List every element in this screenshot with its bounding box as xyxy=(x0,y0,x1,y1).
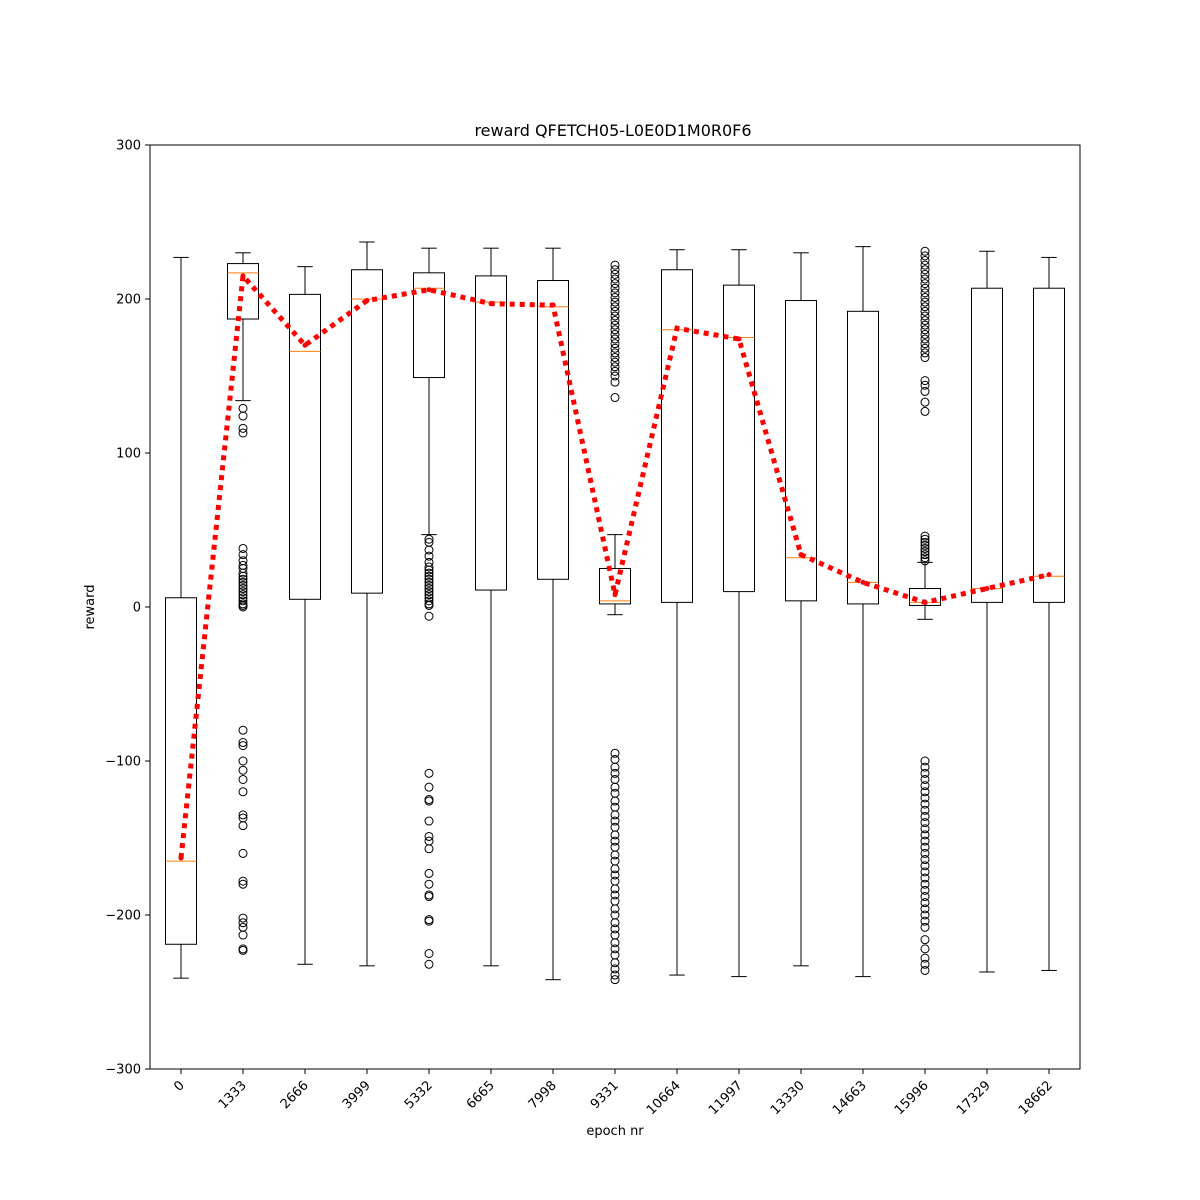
x-axis xyxy=(171,1069,1055,1118)
flier-point xyxy=(425,558,433,566)
flier-point xyxy=(239,424,247,432)
flier-point xyxy=(921,936,929,944)
flier-point xyxy=(425,817,433,825)
flier-point xyxy=(611,321,619,329)
box-5332 xyxy=(414,248,445,968)
flier-point xyxy=(611,298,619,306)
chart-title: reward QFETCH05-L0E0D1M0R0F6 xyxy=(474,121,752,140)
mean-point xyxy=(303,343,308,348)
mean-point xyxy=(923,600,928,605)
flier-point xyxy=(611,857,619,865)
flier-point xyxy=(611,394,619,402)
flier-point xyxy=(921,275,929,283)
flier-point xyxy=(611,293,619,301)
flier-point xyxy=(425,832,433,840)
flier-point xyxy=(921,330,929,338)
mean-point xyxy=(365,298,370,303)
flier-point xyxy=(921,344,929,352)
mean-point xyxy=(613,592,618,597)
box-15996 xyxy=(910,247,941,974)
x-tick-label: 17329 xyxy=(953,1078,994,1119)
x-tick-label: 7998 xyxy=(525,1078,560,1113)
flier-point xyxy=(239,766,247,774)
flier-point xyxy=(611,270,619,278)
flier-point xyxy=(611,976,619,984)
flier-point xyxy=(425,837,433,845)
mean-point xyxy=(241,273,246,278)
flier-point xyxy=(425,869,433,877)
mean-point xyxy=(551,303,556,308)
box-2666 xyxy=(290,267,321,965)
flier-point xyxy=(611,367,619,375)
flier-point xyxy=(239,404,247,412)
mean-point xyxy=(861,580,866,585)
box-6665 xyxy=(476,248,507,966)
box-13330 xyxy=(786,253,817,966)
flier-point xyxy=(239,822,247,830)
flier-point xyxy=(921,966,929,974)
x-tick-label: 13330 xyxy=(767,1078,808,1119)
flier-point xyxy=(921,247,929,255)
x-tick-label: 0 xyxy=(171,1078,188,1095)
flier-point xyxy=(611,951,619,959)
flier-point xyxy=(921,321,929,329)
flier-point xyxy=(921,293,929,301)
mean-point xyxy=(675,326,680,331)
flier-point xyxy=(611,911,619,919)
box-10664 xyxy=(662,250,693,975)
flier-point xyxy=(611,303,619,311)
box-iqr xyxy=(972,288,1003,602)
flier-point xyxy=(611,312,619,320)
y-tick-label: 300 xyxy=(116,138,141,154)
mean-point xyxy=(1047,572,1052,577)
x-tick-label: 9331 xyxy=(587,1078,622,1113)
flier-point xyxy=(425,845,433,853)
flier-point xyxy=(921,270,929,278)
mean-point xyxy=(489,301,494,306)
flier-point xyxy=(239,923,247,931)
flier-point xyxy=(611,284,619,292)
x-tick-label: 10664 xyxy=(643,1078,684,1119)
flier-point xyxy=(921,377,929,385)
x-tick-label: 1333 xyxy=(215,1078,250,1113)
flier-point xyxy=(611,931,619,939)
flier-point xyxy=(425,783,433,791)
flier-point xyxy=(921,354,929,362)
flier-point xyxy=(921,252,929,260)
box-iqr xyxy=(538,281,569,580)
x-tick-label: 14663 xyxy=(829,1078,870,1119)
box-iqr xyxy=(724,285,755,591)
flier-point xyxy=(921,312,929,320)
flier-point xyxy=(611,354,619,362)
flier-point xyxy=(921,284,929,292)
flier-point xyxy=(611,340,619,348)
x-tick-label: 5332 xyxy=(401,1078,436,1113)
box-iqr xyxy=(1034,288,1065,602)
flier-point xyxy=(611,261,619,269)
flier-point xyxy=(611,775,619,783)
mean-point xyxy=(179,856,184,861)
box-14663 xyxy=(848,247,879,977)
flier-point xyxy=(239,914,247,922)
x-tick-label: 15996 xyxy=(891,1078,932,1119)
flier-point xyxy=(611,280,619,288)
flier-point xyxy=(239,919,247,927)
box-iqr xyxy=(352,270,383,593)
flier-point xyxy=(239,557,247,565)
y-tick-label: 100 xyxy=(116,446,141,462)
flier-point xyxy=(921,398,929,406)
flier-point xyxy=(239,788,247,796)
flier-point xyxy=(611,803,619,811)
flier-point xyxy=(921,261,929,269)
mean-point xyxy=(799,552,804,557)
x-tick-label: 11997 xyxy=(705,1078,746,1119)
flier-point xyxy=(921,303,929,311)
flier-point xyxy=(611,971,619,979)
flier-point xyxy=(239,757,247,765)
box-3999 xyxy=(352,242,383,966)
flier-point xyxy=(611,335,619,343)
x-tick-label: 6665 xyxy=(463,1078,498,1113)
flier-point xyxy=(611,266,619,274)
x-tick-label: 2666 xyxy=(277,1078,312,1113)
y-tick-label: −100 xyxy=(105,754,141,770)
y-axis xyxy=(105,139,150,1078)
flier-point xyxy=(611,877,619,885)
flier-point xyxy=(611,843,619,851)
flier-point xyxy=(425,880,433,888)
box-9331 xyxy=(600,261,631,984)
flier-point xyxy=(611,330,619,338)
y-axis-label: reward xyxy=(83,584,98,630)
box-iqr xyxy=(848,311,879,604)
flier-point xyxy=(921,317,929,325)
x-axis-label: epoch nr xyxy=(586,1124,644,1139)
box-iqr xyxy=(662,270,693,603)
mean-point xyxy=(427,287,432,292)
box-11997 xyxy=(724,250,755,977)
flier-point xyxy=(611,378,619,386)
flier-point xyxy=(239,726,247,734)
flier-point xyxy=(611,358,619,366)
flier-point xyxy=(425,950,433,958)
flier-point xyxy=(921,257,929,265)
box-iqr xyxy=(166,598,197,945)
flier-point xyxy=(921,298,929,306)
flier-point xyxy=(425,960,433,968)
flier-point xyxy=(611,344,619,352)
mean-point xyxy=(737,337,742,342)
box-iqr xyxy=(476,276,507,590)
flier-point xyxy=(239,412,247,420)
flier-point xyxy=(611,317,619,325)
flier-point xyxy=(921,280,929,288)
flier-point xyxy=(239,775,247,783)
y-tick-label: 200 xyxy=(116,292,141,308)
flier-point xyxy=(239,849,247,857)
flier-point xyxy=(921,340,929,348)
flier-point xyxy=(921,923,929,931)
flier-point xyxy=(611,307,619,315)
flier-point xyxy=(611,897,619,905)
flier-point xyxy=(611,363,619,371)
flier-point xyxy=(921,289,929,297)
flier-point xyxy=(611,823,619,831)
x-tick-label: 18662 xyxy=(1015,1078,1056,1119)
boxes-layer xyxy=(166,242,1065,984)
flier-point xyxy=(611,789,619,797)
y-tick-label: −300 xyxy=(105,1062,141,1078)
flier-point xyxy=(611,755,619,763)
flier-point xyxy=(239,931,247,939)
flier-point xyxy=(611,326,619,334)
mean-point xyxy=(985,586,990,591)
flier-point xyxy=(921,266,929,274)
flier-point xyxy=(611,275,619,283)
box-18662 xyxy=(1034,257,1065,970)
flier-point xyxy=(921,945,929,953)
flier-point xyxy=(921,407,929,415)
flier-point xyxy=(425,769,433,777)
box-17329 xyxy=(972,251,1003,972)
flier-point xyxy=(611,289,619,297)
x-tick-label: 3999 xyxy=(339,1078,374,1113)
flier-point xyxy=(921,326,929,334)
flier-point xyxy=(921,387,929,395)
flier-point xyxy=(239,429,247,437)
y-tick-label: −200 xyxy=(105,908,141,924)
box-7998 xyxy=(538,248,569,980)
flier-point xyxy=(611,349,619,357)
flier-point xyxy=(921,307,929,315)
y-tick-label: 0 xyxy=(132,600,141,616)
flier-point xyxy=(921,349,929,357)
flier-point xyxy=(921,335,929,343)
box-0 xyxy=(166,257,197,978)
flier-point xyxy=(425,612,433,620)
